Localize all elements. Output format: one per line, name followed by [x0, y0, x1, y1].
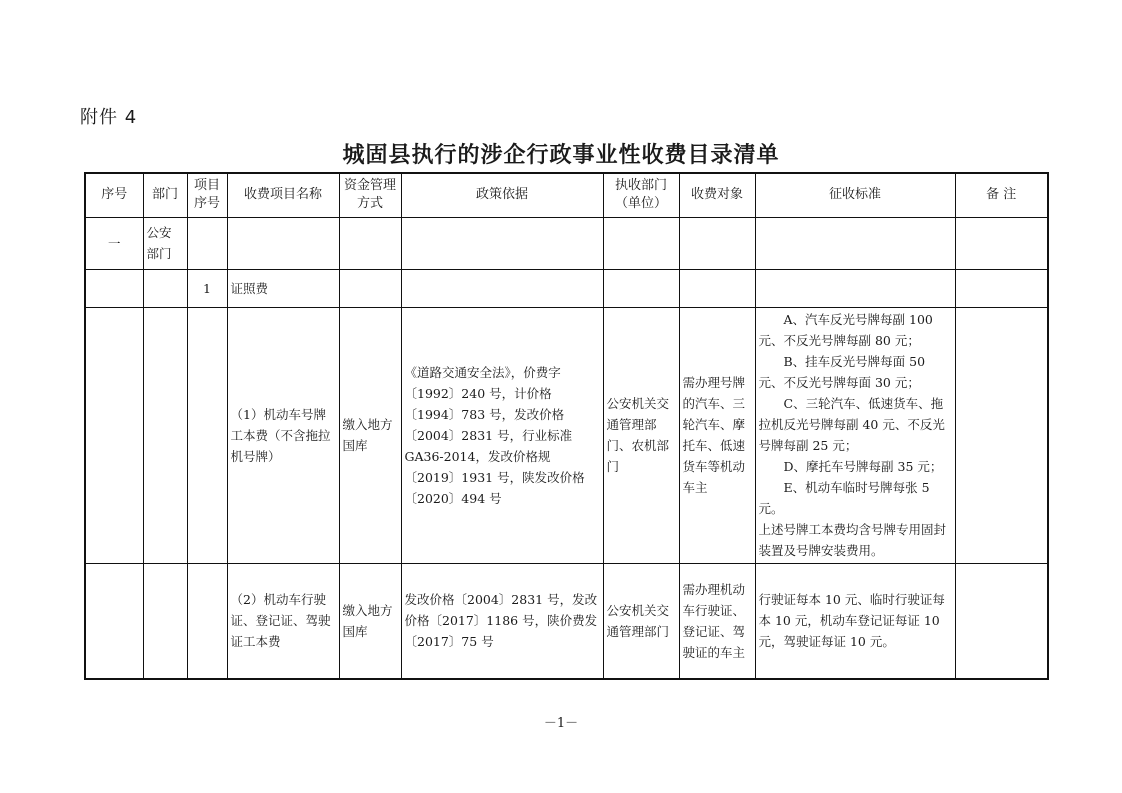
header-collector: 执收部门（单位）	[603, 173, 679, 217]
attachment-label: 附件 4	[80, 107, 138, 128]
header-policy: 政策依据	[401, 173, 603, 217]
fee-name-cell: （1）机动车号牌工本费（不含拖拉机号牌）	[227, 307, 339, 563]
header-item-no: 项目序号	[187, 173, 227, 217]
header-row	[85, 173, 1048, 217]
document-title: 城固县执行的涉企行政事业性收费目录清单	[342, 142, 780, 168]
page-number: －1－	[543, 716, 579, 731]
remarks-cell	[955, 563, 1048, 679]
policy-cell: 发改价格〔2004〕2831 号，发改价格〔2017〕1186 号，陕价费发〔2017〕75 号	[401, 563, 603, 679]
header-fund-mgmt: 资金管理方式	[339, 173, 401, 217]
target-cell: 需办理机动车行驶证、登记证、驾驶证的车主	[679, 563, 755, 679]
target-cell: 需办理号牌的汽车、三轮汽车、摩托车、低速货车等机动车主	[679, 307, 755, 563]
fee-table	[84, 172, 1049, 680]
category-row	[85, 269, 1048, 307]
table-row	[85, 563, 1048, 679]
standard-line: A、汽车反光号牌每副 100 元、不反光号牌每副 80 元；	[758, 312, 933, 348]
header-dept: 部门	[143, 173, 187, 217]
fund-mgmt-cell: 缴入地方国库	[339, 563, 401, 679]
header-target: 收费对象	[679, 173, 755, 217]
section-row	[85, 217, 1048, 269]
category-fee-name: 证照费	[227, 269, 339, 307]
standard-line: D、摩托车号牌每副 35 元；	[783, 459, 943, 474]
section-seq: 一	[85, 217, 143, 269]
header-remarks: 备 注	[955, 173, 1048, 217]
collector-cell: 公安机关交通管理部门	[603, 563, 679, 679]
standard-cell: 行驶证每本 10 元、临时行驶证每本 10 元，机动车登记证每证 10 元，驾驶证每证 10 元。	[755, 563, 955, 679]
section-dept: 公安部门	[143, 217, 187, 269]
standard-line: B、挂车反光号牌每面 50 元、不反光号牌每面 30 元；	[758, 354, 926, 390]
remarks-cell	[955, 307, 1048, 563]
standard-line: 上述号牌工本费均含号牌专用固封装置及号牌安装费用。	[758, 522, 947, 558]
standard-cell	[755, 307, 955, 563]
category-item-no: 1	[187, 269, 227, 307]
header-seq: 序号	[85, 173, 143, 217]
policy-cell: 《道路交通安全法》，价费字〔1992〕240 号，计价格〔1994〕783 号，发改价格〔2004〕2831 号，行业标准 GA36-2014，发改价格规〔2019〕1931 号，陕发改价格〔2020〕494 号	[401, 307, 603, 563]
table-row	[85, 307, 1048, 563]
standard-line: C、三轮汽车、低速货车、拖拉机反光号牌每副 40 元、不反光号牌每副 25 元；	[758, 396, 945, 453]
header-fee-name: 收费项目名称	[227, 173, 339, 217]
collector-cell: 公安机关交通管理部门、农机部门	[603, 307, 679, 563]
fee-name-cell: （2）机动车行驶证、登记证、驾驶证工本费	[227, 563, 339, 679]
standard-line: E、机动车临时号牌每张 5 元。	[758, 480, 930, 516]
header-standard: 征收标准	[755, 173, 955, 217]
fund-mgmt-cell: 缴入地方国库	[339, 307, 401, 563]
